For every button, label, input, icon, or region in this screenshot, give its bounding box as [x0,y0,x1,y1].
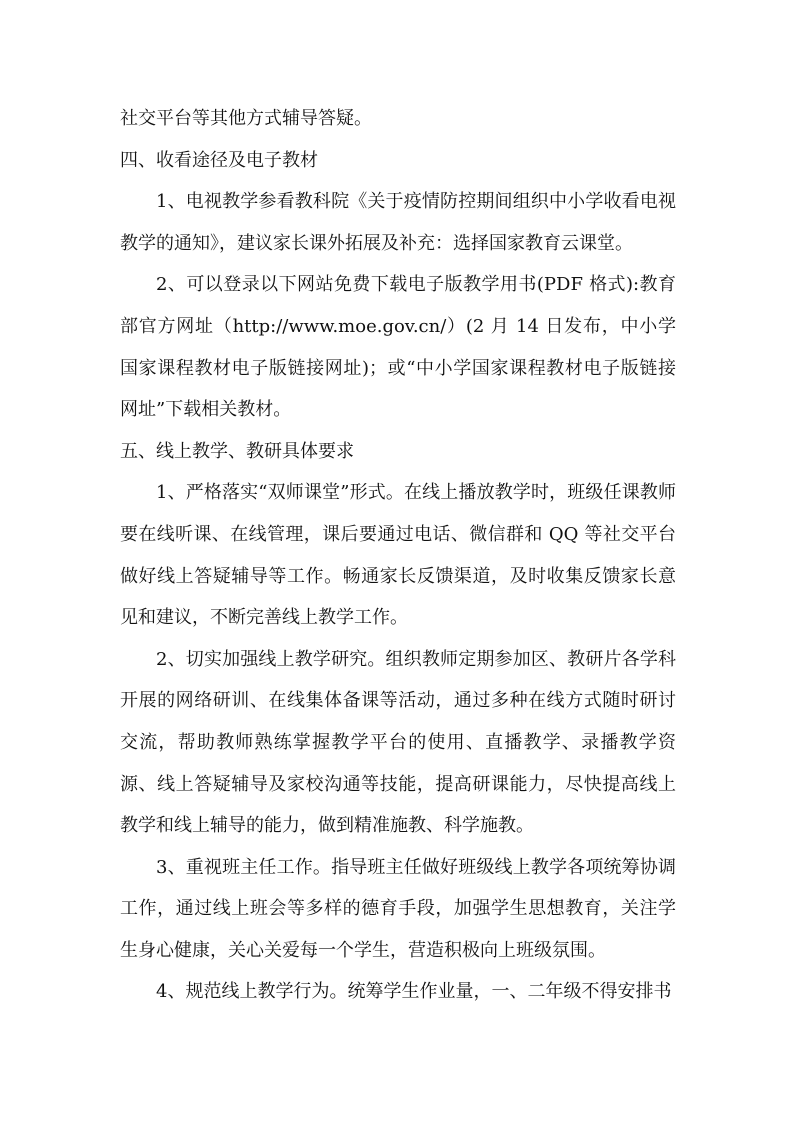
paragraph-class-teacher-work: 3、重视班主任工作。指导班主任做好班级线上教学各项统筹协调工作，通过线上班会等多样的德育手段，加强学生思想教育，关注学生身心健康，关心关爱每一个学生，营造积极向上班级氛围。 [120,856,676,961]
section-heading-4: 四、收看途径及电子教材 [120,149,318,171]
paragraph-download-textbooks: 2、可以登录以下网站免费下载电子版教学用书(PDF 格式):教育部官方网址（http://www.moe.gov.cn/）(2 月 14 日发布，中小学国家课程教材电子版链接网址)；或“中小学国家课程教材电子版链接网址”下载相关教材。 [120,274,676,421]
paragraph-dual-teacher-classroom: 1、严格落实“双师课堂”形式。在线上播放教学时，班级任课教师要在线听课、在线管理，课后要通过电话、微信群和 QQ 等社交平台做好线上答疑辅导等工作。畅通家长反馈渠道，及时收集反馈家长意见和建议，不断完善线上教学工作。 [120,482,676,629]
paragraph-continuation: 社交平台等其他方式辅导答疑。 [120,108,372,129]
paragraph-online-teaching-research: 2、切实加强线上教学研究。组织教师定期参加区、教研片各学科开展的网络研训、在线集体备课等活动，通过多种在线方式随时研讨交流，帮助教师熟练掌握教学平台的使用、直播教学、录播教学资源、线上答疑辅导及家校沟通等技能，提高研课能力，尽快提高线上教学和线上辅导的能力，做到精准施教、科学施教。 [120,648,676,837]
paragraph-regulate-online-teaching: 4、规范线上教学行为。统筹学生作业量，一、二年级不得安排书 [156,981,672,1003]
paragraph-tv-teaching: 1、电视教学参看教科院《关于疫情防控期间组织中小学收看电视教学的通知》，建议家长课外拓展及补充：选择国家教育云课堂。 [120,191,676,254]
section-heading-5: 五、线上教学、教研具体要求 [120,440,354,462]
document-body [120,98,676,1013]
